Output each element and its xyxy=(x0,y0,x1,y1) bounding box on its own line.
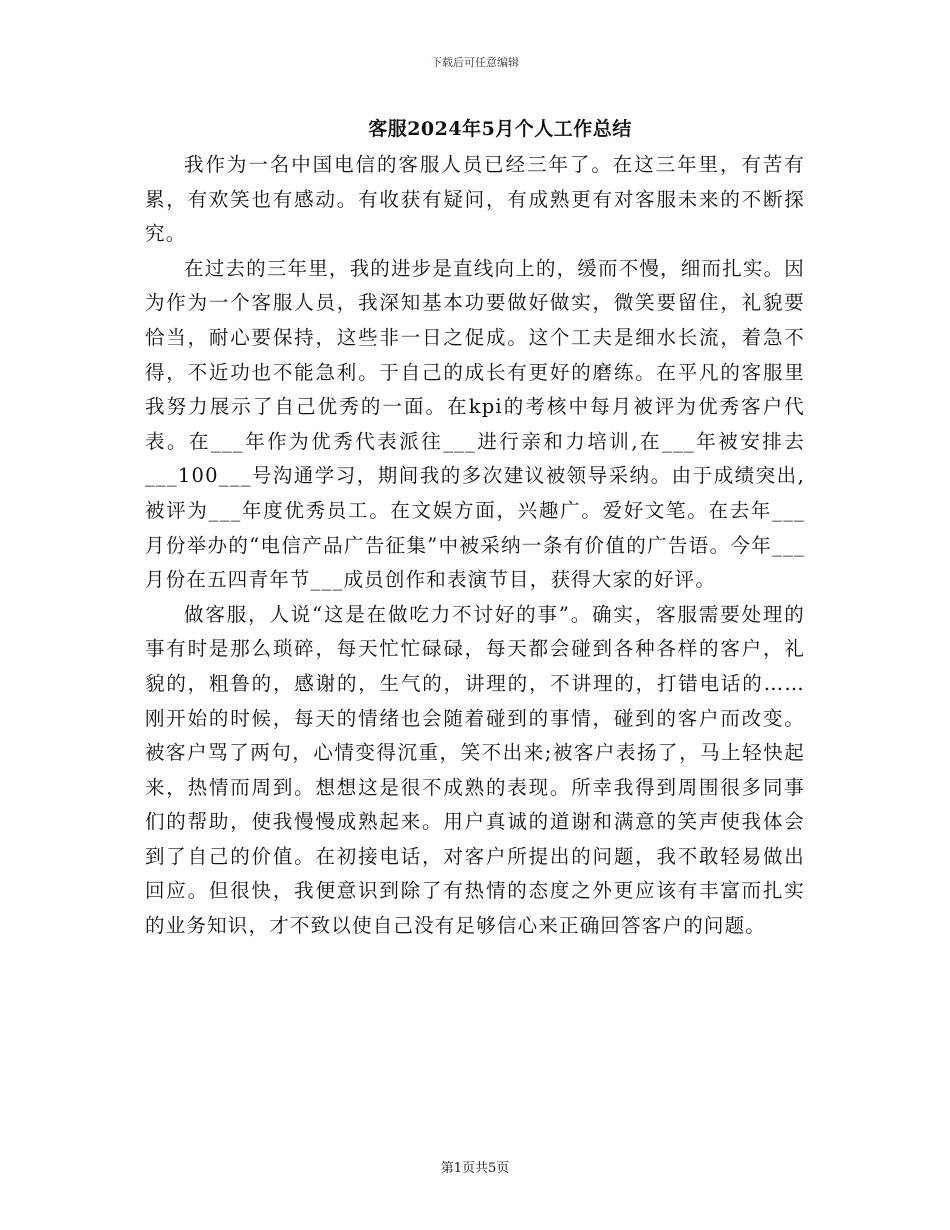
header-note: 下载后可任意编辑 xyxy=(431,56,519,69)
paragraph-1: 我作为一名中国电信的客服人员已经三年了。在这三年里，有苦有累，有欢笑也有感动。有收获有疑问，有成熟更有对客服未来的不断探究。 xyxy=(145,153,805,246)
document-title: 客服2024年5月个人工作总结 xyxy=(368,118,632,140)
document-body xyxy=(145,148,805,944)
page-footer: 第1页共5页 xyxy=(440,1161,510,1176)
paragraph-3: 做客服，人说“这是在做吃力不讨好的事”。确实，客服需要处理的事有时是那么琐碎，每天忙忙碌碌，每天都会碰到各种各样的客户，礼貌的，粗鲁的，感谢的，生气的，讲理的，不讲理的，打错电话的……刚开始的时候，每天的情绪也会随着碰到的事情，碰到的客户而改变。被客户骂了两句，心情变得沉重，笑不出来;被客户表扬了，马上轻快起来，热情而周到。想想这是很不成熟的表现。所幸我得到周围很多同事们的帮助，使我慢慢成熟起来。用户真诚的道谢和满意的笑声使我体会到了自己的价值。在初接电话，对客户所提出的问题，我不敢轻易做出回应。但很快，我便意识到除了有热情的态度之外更应该有丰富而扎实的业务知识，才不致以使自己没有足够信心来正确回答客户的问题。 xyxy=(145,602,805,938)
paragraph-2: 在过去的三年里，我的进步是直线向上的，缓而不慢，细而扎实。因为作为一个客服人员，我深知基本功要做好做实，微笑要留住，礼貌要恰当，耐心要保持，这些非一日之促成。这个工夫是细水长流，着急不得，不近功也不能急利。于自己的成长有更好的磨练。在平凡的客服里我努力展示了自己优秀的一面。在kpi的考核中每月被评为优秀客户代表。在___年作为优秀代表派往___进行亲和力培训,在___年被安排去___100___号沟通学习，期间我的多次建议被领导采纳。由于成绩突出,被评为___年度优秀员工。在文娱方面，兴趣广。爱好文笔。在去年___月份举办的“电信产品广告征集”中被采纳一条有价值的广告语。今年___月份在五四青年节___成员创作和表演节目，获得大家的好评。 xyxy=(145,256,806,592)
